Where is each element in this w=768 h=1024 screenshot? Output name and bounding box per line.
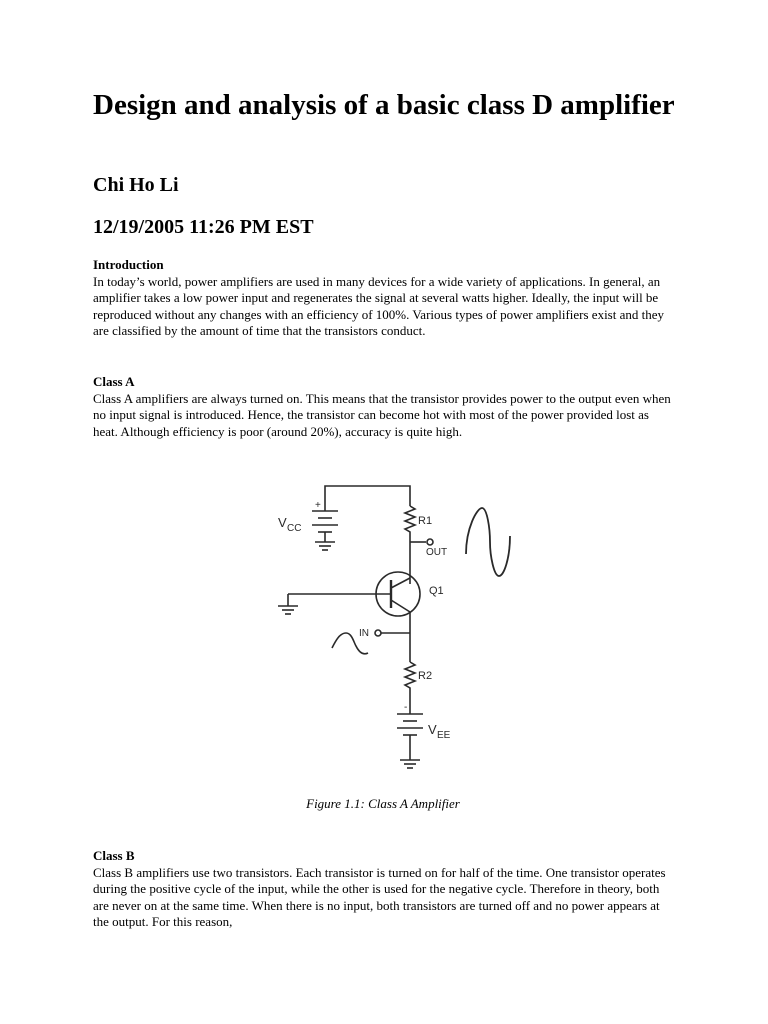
q1-label: Q1 (429, 585, 444, 597)
r2-label: R2 (418, 670, 433, 682)
publish-date: 12/19/2005 11:26 PM EST (93, 216, 314, 238)
vee-label: V (428, 722, 437, 737)
out-label: OUT (426, 547, 448, 558)
figure-caption (0, 796, 768, 812)
class-a-circuit-figure (270, 478, 530, 782)
q1-collector-lead (391, 578, 410, 588)
r1-label: R1 (418, 515, 433, 527)
section-heading: Class A (93, 374, 135, 389)
figure-caption-text: Figure 1.1: Class A Amplifier (306, 796, 460, 811)
section-body: In today’s world, power amplifiers are used in many devices for a wide variety of applications. In general, an amplifier takes a low power input and regenerates the signal at several watts higher. Ideally, the input will be reproduced without any changes with an efficiency of 100%. Various types of power amplifiers exist and they are classified by the amount of time that the transistors conduct. (93, 273, 664, 338)
section-class-a (93, 374, 673, 440)
r1-resistor-icon (405, 506, 415, 542)
vee-label-subscript: EE (437, 730, 451, 741)
section-body: Class B amplifiers use two transistors. Each transistor is turned on for half of the time. One transistor operates during the positive cycle of the input, while the other is used for the negative cycle. Therefore in theory, both are never on at the same time. When there is no input, both transistors are turned off and no power appears at the output. For this reason, (93, 864, 666, 929)
in-label: IN (359, 628, 369, 639)
vcc-label: V (278, 515, 287, 530)
vee-minus-sign: - (404, 702, 408, 713)
vcc-label-subscript: CC (287, 523, 302, 534)
top-rail-wire (325, 486, 410, 511)
vcc-plus-sign: + (315, 500, 321, 511)
section-heading: Introduction (93, 257, 164, 272)
in-terminal (375, 630, 381, 636)
section-introduction (93, 257, 673, 340)
circuit-diagram (270, 478, 530, 782)
output-sine-wave-icon (466, 508, 510, 576)
section-body: Class A amplifiers are always turned on. This means that the transistor provides power to the output even when no input signal is introduced. Hence, the transistor can become hot with most of the power provided lost as heat. Although efficiency is poor (around 20%), accuracy is quite high. (93, 390, 671, 439)
document-title: Design and analysis of a basic class D amplifier (93, 89, 675, 121)
section-heading: Class B (93, 848, 135, 863)
section-class-b (93, 848, 673, 931)
q1-emitter-lead (391, 600, 410, 612)
author-name: Chi Ho Li (93, 174, 179, 196)
out-terminal (427, 539, 433, 545)
